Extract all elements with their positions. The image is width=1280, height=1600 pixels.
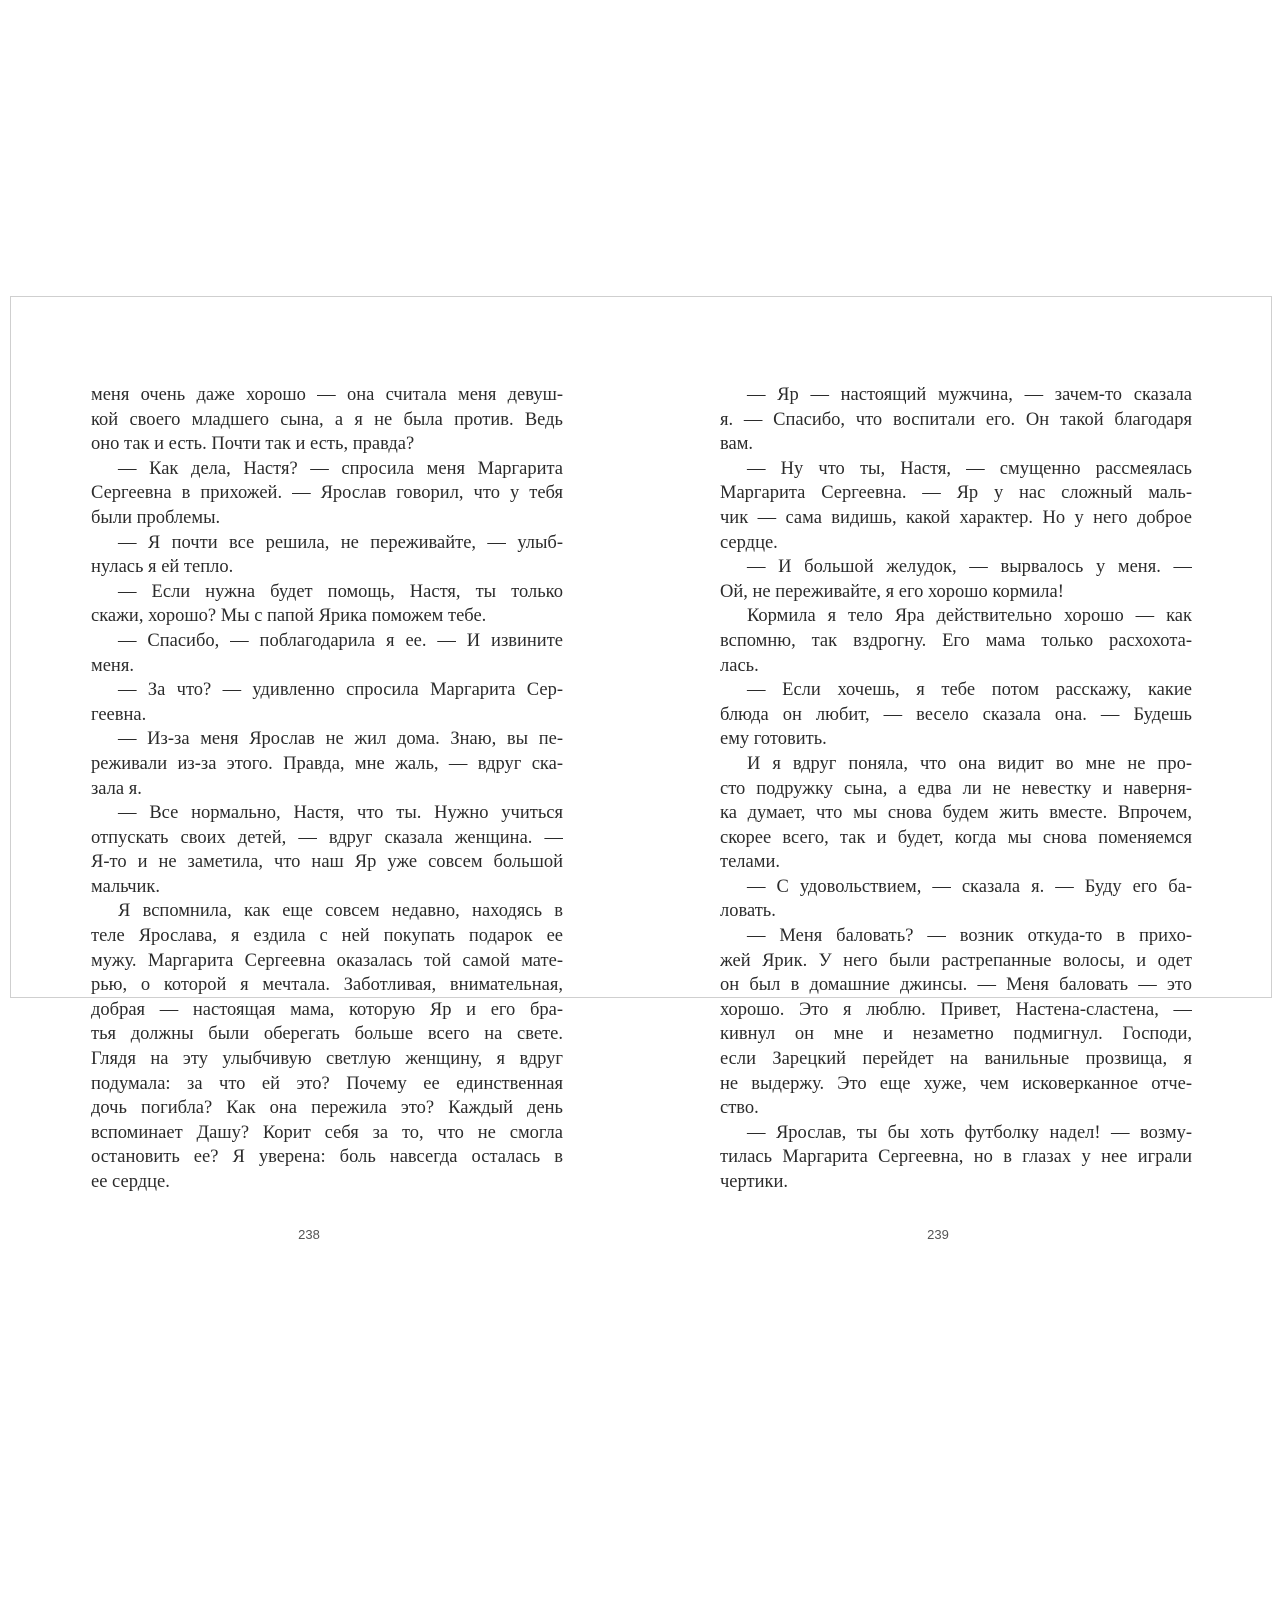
text-line: — Меня баловать? — возник откуда-то в прихо- <box>747 926 1192 947</box>
text-line: ему готовить. <box>720 729 827 750</box>
text-line: — Как дела, Настя? — спросила меня Маргарита <box>118 458 563 479</box>
text-line: остановить ее? Я уверена: боль навсегда осталась в <box>91 1147 563 1168</box>
text-line: Сергеевна в прихожей. — Ярослав говорил, что у тебя <box>91 483 563 504</box>
text-line: ловать. <box>720 901 776 922</box>
text-line: отпускать своих детей, — вдруг сказала женщина. — <box>91 827 563 848</box>
text-line: жей Ярик. У него были растрепанные волосы, и одет <box>720 950 1192 971</box>
text-line: Кормила я тело Яра действительно хорошо — как <box>747 606 1192 627</box>
text-line: мужу. Маргарита Сергеевна оказалась той самой мате- <box>91 950 563 971</box>
text-line: лась. <box>720 655 759 676</box>
text-line: сердце. <box>720 532 778 553</box>
text-line: вспомню, так вздрогну. Его мама только расхохота- <box>720 630 1192 651</box>
text-line: чертики. <box>720 1172 789 1192</box>
text-line: И я вдруг поняла, что она видит во мне не про- <box>747 753 1192 774</box>
text-line: — Я почти все решила, не переживайте, — улыб- <box>118 532 563 553</box>
text-line: меня очень даже хорошо — она считала меня девуш- <box>91 385 563 405</box>
text-line: мальчик. <box>91 876 161 897</box>
text-line: зала я. <box>91 778 142 799</box>
text-line: подумала: за что ей это? Почему ее единственная <box>91 1073 563 1094</box>
text-line: — Из-за меня Ярослав не жил дома. Знаю, вы пе- <box>118 729 563 750</box>
right-page-text <box>720 383 1192 1195</box>
text-line: — За что? — удивленно спросила Маргарита Сер- <box>118 680 563 701</box>
text-line: вам. <box>720 434 754 455</box>
text-line: скажи, хорошо? Мы с папой Ярика поможем тебе. <box>91 606 487 627</box>
text-line: реживали из-за этого. Правда, мне жаль, — вдруг ска- <box>91 753 563 774</box>
text-line: чик — сама видишь, какой характер. Но у него доброе <box>720 507 1192 528</box>
text-line: не выдержу. Это еще хуже, чем исковерканное отче- <box>720 1073 1192 1094</box>
text-line: Ой, не переживайте, я его хорошо кормила! <box>720 581 1064 602</box>
text-line: теле Ярослава, я ездила с ней покупать подарок ее <box>91 926 563 947</box>
text-line: Я-то и не заметила, что наш Яр уже совсем большой <box>91 852 563 873</box>
text-line: — Яр — настоящий мужчина, — зачем-то сказала <box>747 385 1192 405</box>
text-line: он был в домашние джинсы. — Меня баловать — это <box>720 975 1192 996</box>
text-line: кивнул он мне и незаметно подмигнул. Господи, <box>720 1024 1192 1045</box>
text-line: оно так и есть. Почти так и есть, правда? <box>91 434 415 455</box>
text-line: — Если нужна будет помощь, Настя, ты только <box>118 581 563 602</box>
text-line: телами. <box>720 852 780 873</box>
text-line: дочь погибла? Как она пережила это? Каждый день <box>91 1098 563 1119</box>
text-line: — И большой желудок, — вырвалось у меня. — <box>747 557 1192 578</box>
text-line: — Ну что ты, Настя, — смущенно рассмеялась <box>747 458 1192 479</box>
text-line: геевна. <box>91 704 147 725</box>
text-line: ее сердце. <box>91 1172 170 1192</box>
text-line: я. — Спасибо, что воспитали его. Он такой благодаря <box>720 409 1192 430</box>
text-line: добрая — настоящая мама, которую Яр и его бра- <box>91 999 563 1020</box>
text-line: вспоминает Дашу? Корит себя за то, что не смогла <box>91 1122 563 1143</box>
text-line: — С удовольствием, — сказала я. — Буду его ба- <box>747 876 1192 897</box>
right-page-number: 239 <box>927 1227 949 1242</box>
left-page-number: 238 <box>298 1227 320 1242</box>
text-line: сто подружку сына, а едва ли не невестку и наверня- <box>720 778 1192 799</box>
left-page-text <box>91 383 563 1195</box>
text-line: были проблемы. <box>91 507 221 528</box>
text-line: Я вспомнила, как еще совсем недавно, находясь в <box>118 901 563 922</box>
text-line: рью, о которой я мечтала. Заботливая, внимательная, <box>91 975 563 996</box>
text-line: Глядя на эту улыбчивую светлую женщину, я вдруг <box>91 1049 563 1070</box>
text-line: — Ярослав, ты бы хоть футболку надел! — возму- <box>747 1122 1192 1143</box>
text-line: ка думает, что мы снова будем жить вместе. Впрочем, <box>720 803 1192 824</box>
text-line: кой своего младшего сына, а я не была против. Ведь <box>91 409 563 430</box>
text-line: ство. <box>720 1098 759 1119</box>
book-spread <box>10 296 1272 1242</box>
text-line: скорее всего, так и будет, когда мы снова поменяемся <box>720 827 1192 848</box>
text-line: — Спасибо, — поблагодарила я ее. — И извините <box>118 630 563 651</box>
text-line: — Если хочешь, я тебе потом расскажу, какие <box>747 680 1192 701</box>
text-line: хорошо. Это я люблю. Привет, Настена-сластена, — <box>720 999 1192 1020</box>
text-line: тилась Маргарита Сергеевна, но в глазах у нее играли <box>720 1147 1192 1168</box>
text-line: блюда он любит, — весело сказала она. — Будешь <box>720 704 1192 725</box>
text-line: тья должны были оберегать больше всего на свете. <box>91 1024 563 1045</box>
text-line: Маргарита Сергеевна. — Яр у нас сложный маль- <box>720 483 1192 504</box>
text-line: — Все нормально, Настя, что ты. Нужно учиться <box>118 803 563 824</box>
text-line: если Зарецкий перейдет на ванильные прозвища, я <box>720 1049 1192 1070</box>
text-line: нулась я ей тепло. <box>91 557 234 578</box>
text-line: меня. <box>91 655 134 676</box>
